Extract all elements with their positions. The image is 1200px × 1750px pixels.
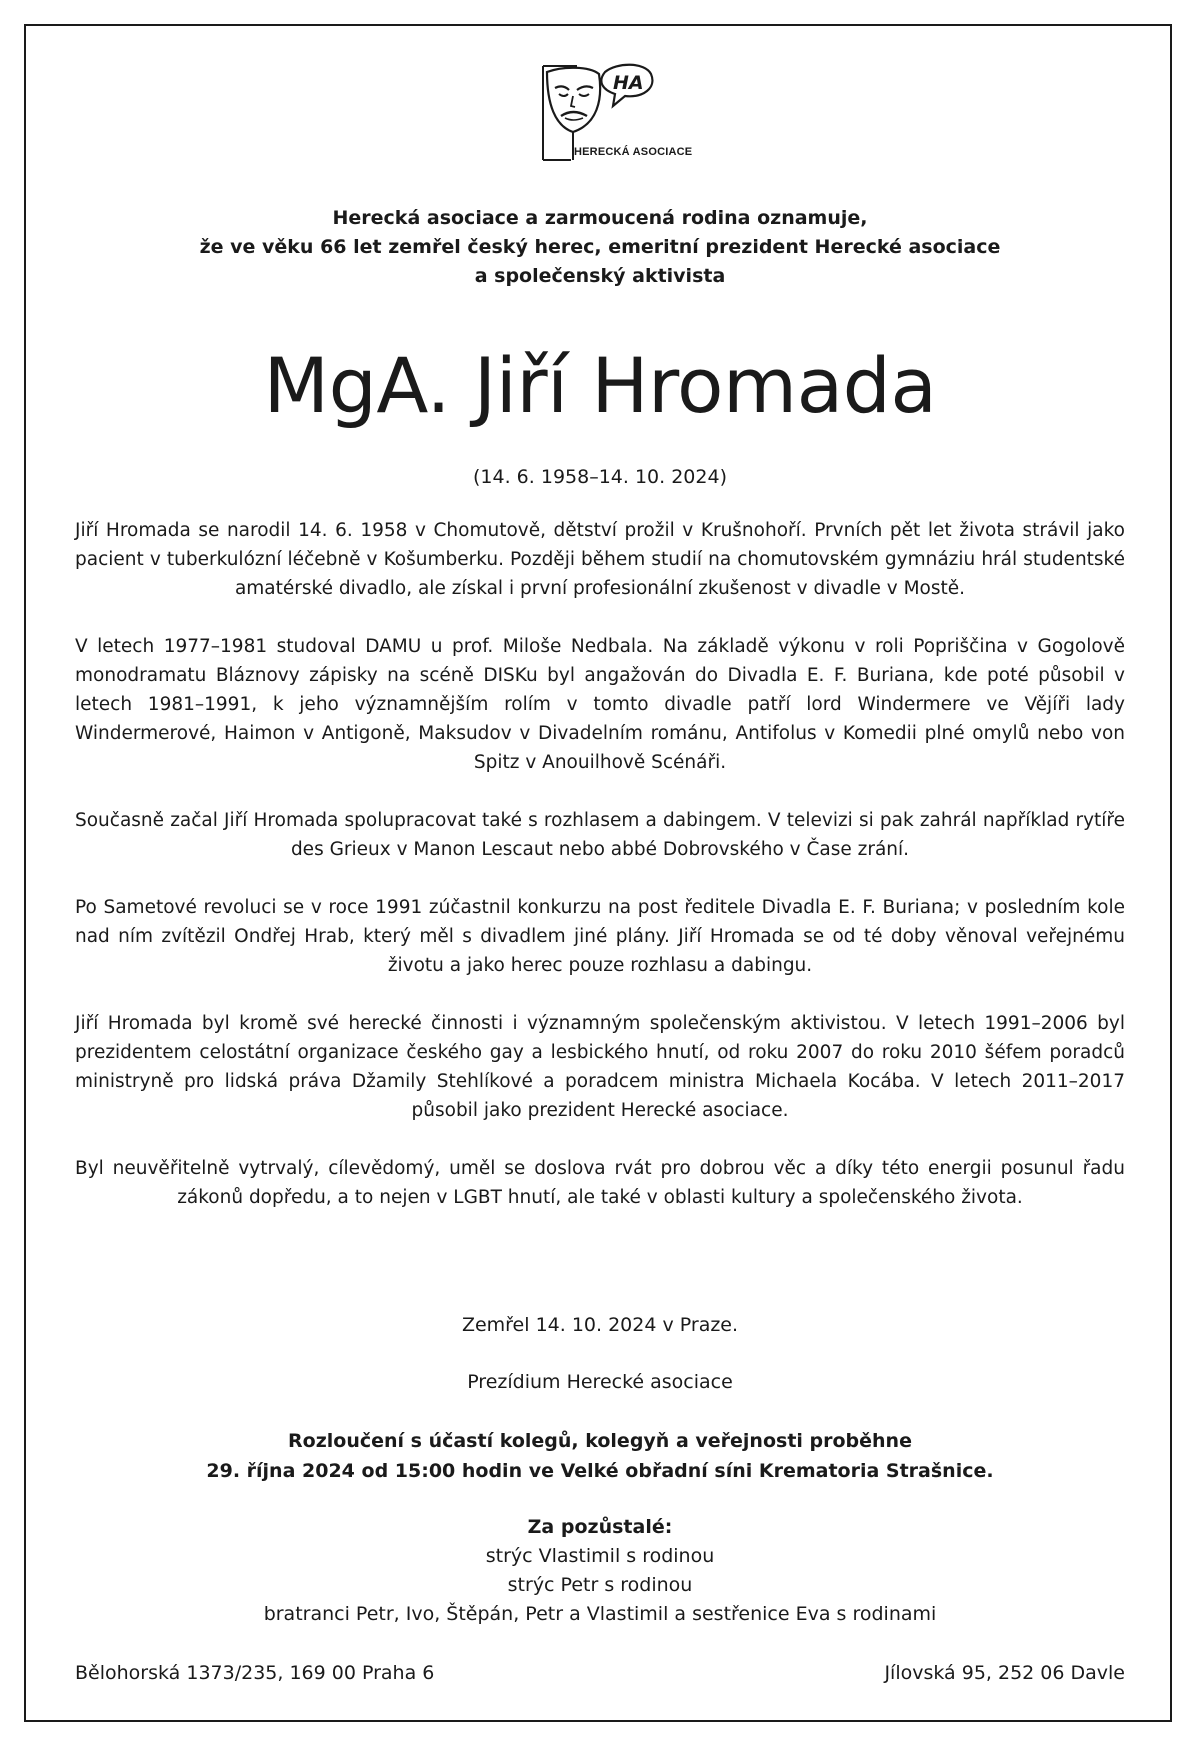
survivors	[100, 1513, 1100, 1629]
farewell-line: Rozloučení s účastí kolegů, kolegyň a veřejnosti proběhne	[288, 1430, 912, 1452]
bio-paragraph: Jiří Hromada byl kromě své herecké činnosti i významným společenským aktivistou. V letech 1991–2006 byl prezidentem celostátní organizace českého gay a lesbického hnutí, od roku 2007 do roku 2010 šéfem poradců ministryně pro lidská práva Džamily Stehlíkové a poradcem ministra Michaela Kocába. V letech 2011–2017 působil jako prezident Herecké asociace.	[75, 1013, 1125, 1121]
logo-caption: HERECKÁ ASOCIACE	[574, 146, 693, 158]
signature: Prezídium Herecké asociace	[467, 1371, 733, 1393]
death-line: Zemřel 14. 10. 2024 v Praze.	[461, 1314, 739, 1336]
logo-mark: HA	[613, 72, 644, 94]
address-right: Jílovská 95, 252 06 Davle	[884, 1662, 1125, 1684]
bio-paragraph: Byl neuvěřitelně vytrvalý, cílevědomý, uměl se doslova rvát pro dobrou věc a díky této energii posunul řadu zákonů dopředu, a to nejen v LGBT hnutí, ale také v oblasti kultury a společenského života.	[75, 1158, 1125, 1208]
intro-line: Herecká asociace a zarmoucená rodina oznamuje,	[332, 207, 868, 229]
bio-paragraph: V letech 1977–1981 studoval DAMU u prof. Miloše Nedbala. Na základě výkonu v roli Popriščina v Gogolově monodramatu Bláznovy zápisky na scéně DISKu byl angažován do Divadla E. F. Buriana, kde poté působil v letech 1981–1991, k jeho významnějším rolím v tomto divadle patří lord Windermere ve Vějíři lady Windermerové, Haimon v Antigoně, Maksudov v Divadelním románu, Antifolus v Komedii plné omylů nebo von Spitz v Anouilhově Scénáři.	[75, 636, 1125, 773]
farewell-notice	[100, 1426, 1100, 1486]
farewell-line: 29. října 2024 od 15:00 hodin ve Velké obřadní síni Krematoria Strašnice.	[206, 1460, 994, 1482]
bio-paragraph: Jiří Hromada se narodil 14. 6. 1958 v Chomutově, dětství prožil v Krušnohoří. Prvních pět let života strávil jako pacient v tuberkulózní léčebně v Košumberku. Později během studií na chomutovském gymnáziu hrál studentské amatérské divadlo, ale získal i první profesionální zkušenost v divadle v Mostě.	[75, 520, 1125, 599]
survivor-line: strýc Vlastimil s rodinou	[485, 1545, 715, 1567]
bio-paragraph: Po Sametové revoluci se v roce 1991 zúčastnil konkurzu na post ředitele Divadla E. F. Buriana; v posledním kole nad ním zvítězil Ondřej Hrab, který měl s divadlem jiné plány. Jiří Hromada se od té doby věnoval veřejnému životu a jako herec pouze rozhlasu a dabingu.	[75, 897, 1125, 976]
bio-paragraph: Současně začal Jiří Hromada spolupracovat také s rozhlasem a dabingem. V televizi si pak zahrál například rytíře des Grieux v Manon Lescaut nebo abbé Dobrovského v Čase zrání.	[75, 810, 1125, 860]
life-dates: (14. 6. 1958–14. 10. 2024)	[473, 466, 727, 488]
intro-line: že ve věku 66 let zemřel český herec, emeritní prezident Herecké asociace	[199, 236, 1001, 258]
intro-line: a společenský aktivista	[474, 265, 726, 287]
address-left: Bělohorská 1373/235, 169 00 Praha 6	[75, 1662, 435, 1684]
survivor-line: bratranci Petr, Ivo, Štěpán, Petr a Vlastimil a sestřenice Eva s rodinami	[263, 1603, 937, 1625]
survivors-heading: Za pozůstalé:	[527, 1516, 673, 1538]
deceased-name: MgA. Jiří Hromada	[263, 341, 937, 430]
biography	[75, 516, 1125, 1241]
announcement-intro	[100, 204, 1100, 291]
survivor-line: strýc Petr s rodinou	[507, 1574, 693, 1596]
